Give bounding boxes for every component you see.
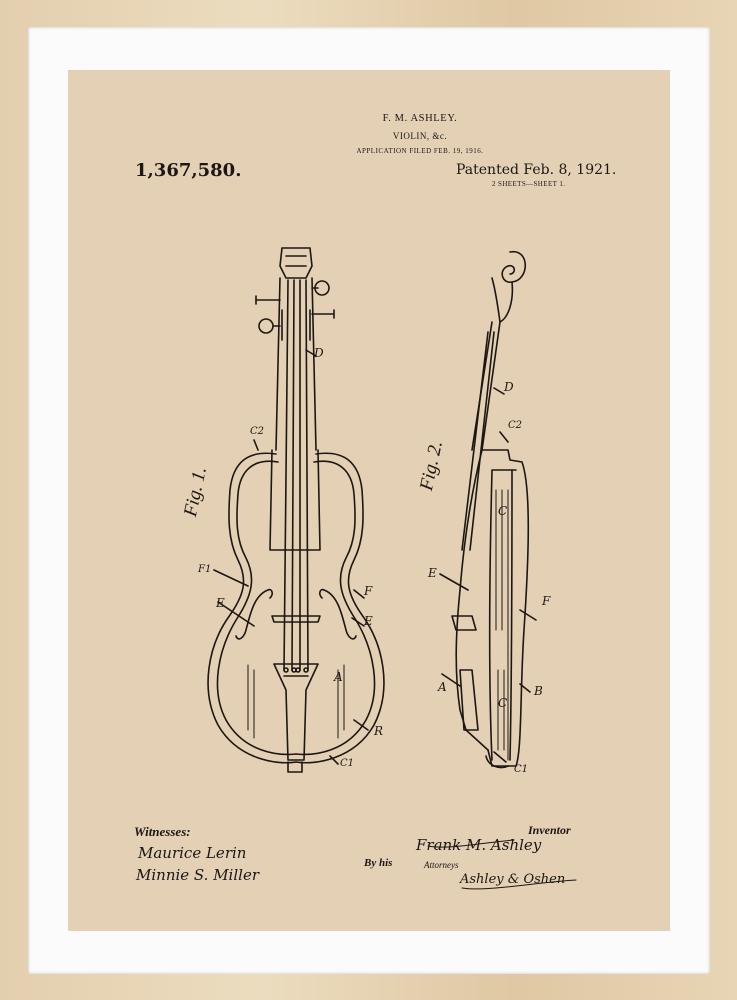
figure-1-label: Fig. 1. (180, 464, 211, 519)
witness-signature-1: Maurice Lerin (138, 844, 247, 862)
label-f-right: F (364, 584, 373, 598)
label-c-lower: C (498, 696, 508, 710)
label-c2: C2 (250, 426, 265, 437)
application-filed-date: APPLICATION FILED FEB. 19, 1916. (356, 147, 484, 155)
label-f1: F1 (198, 564, 212, 575)
label-a-side: A (438, 680, 447, 694)
label-c1: C1 (340, 758, 355, 769)
label-c2-side: C2 (508, 420, 523, 431)
invention-title: VIOLIN, &c. (392, 131, 448, 141)
figure-2-label: Fig. 2. (416, 438, 447, 493)
inventor-label: Inventor (528, 823, 571, 837)
label-d-side: D (504, 380, 514, 394)
label-c-upper: C (498, 504, 508, 518)
violin-drawings (68, 70, 670, 931)
violin-side-view (440, 252, 536, 768)
label-e-side: E (428, 566, 437, 580)
sheet-count: 2 SHEETS—SHEET 1. (492, 180, 566, 188)
label-f-side: F (542, 594, 551, 608)
witness-signature-2: Minnie S. Miller (136, 866, 259, 884)
label-a: A (334, 670, 343, 684)
inventor-signature: Frank M. Ashley (416, 836, 542, 854)
witnesses-label: Witnesses: (134, 824, 191, 839)
patent-print (68, 70, 670, 931)
patented-date: Patented Feb. 8, 1921. (456, 162, 617, 178)
patent-number: 1,367,580. (135, 160, 242, 181)
label-c1-side: C1 (514, 764, 529, 775)
label-e-right: E (364, 614, 373, 628)
label-d: D (314, 346, 324, 360)
label-r: R (374, 724, 384, 738)
label-b: B (534, 684, 543, 698)
by-his-label: By his (364, 857, 393, 869)
attorneys-signature: Ashley & Oshen (460, 872, 566, 887)
label-e-left: E (216, 596, 225, 610)
attorneys-label: Attorneys (424, 860, 459, 870)
violin-front-view (208, 248, 384, 772)
inventor-name: F. M. ASHLEY. (382, 113, 458, 124)
